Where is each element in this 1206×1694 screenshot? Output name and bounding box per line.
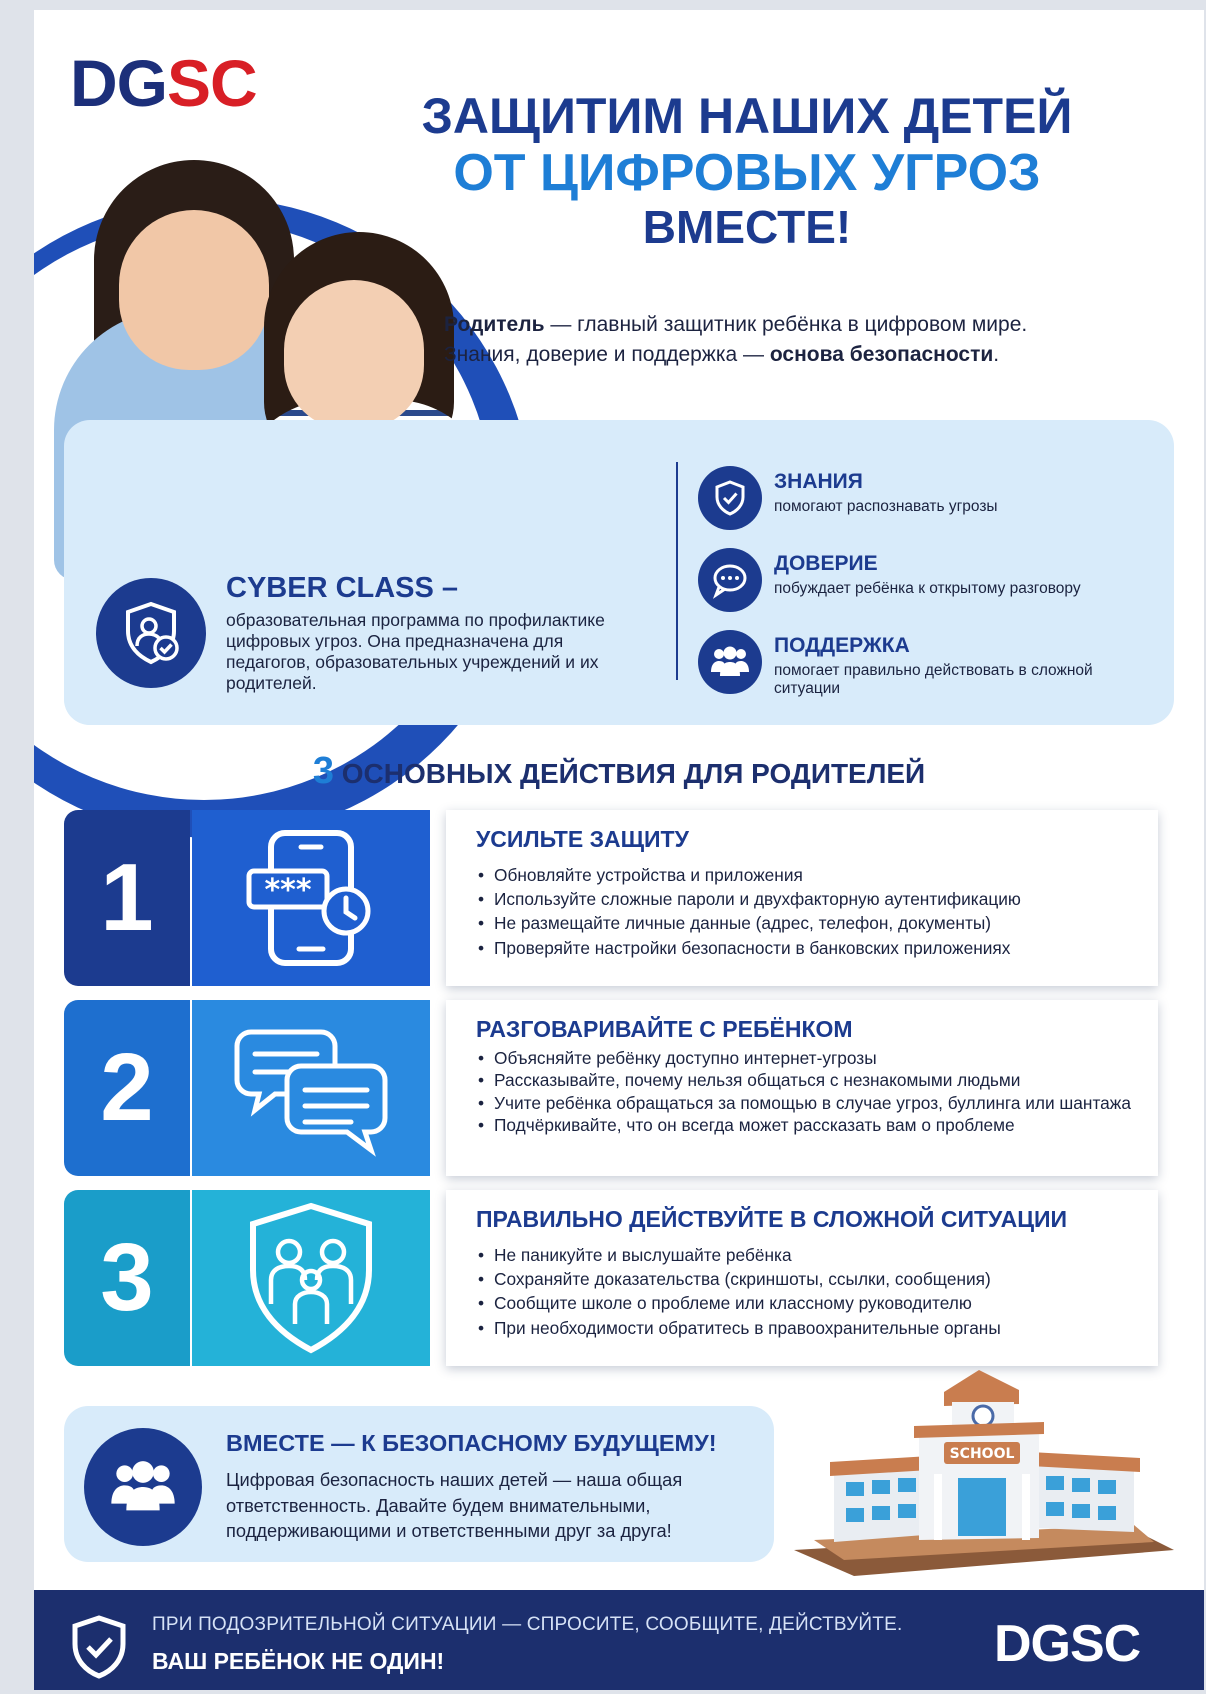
logo-part-dg: DG [70, 46, 167, 120]
pillar-title-knowledge: ЗНАНИЯ [774, 470, 863, 493]
title-line-1: ЗАЩИТИМ НАШИХ ДЕТЕЙ [421, 88, 1073, 144]
pillar-title-support: ПОДДЕРЖКА [774, 634, 910, 657]
shield-user-check-icon [96, 578, 206, 688]
cyber-class-text: образовательная программа по профилактике цифровых угроз. Она предназначена для педагогов, образовательных учреждений и их родителей. [226, 610, 605, 693]
steps-heading [34, 750, 1204, 793]
footer-dgsc-logo: DGSC [994, 1615, 1141, 1673]
list-item: • Подчёркивайте, что он всегда может рассказать вам о проблеме [476, 1114, 1132, 1136]
pillar-text-support: помогает правильно действовать в сложной ситуации [774, 662, 1093, 697]
together-title: ВМЕСТЕ — К БЕЗОПАСНОМУ БУДУЩЕМУ! [226, 1430, 717, 1456]
pillar-title-trust: ДОВЕРИЕ [774, 552, 878, 575]
svg-text:***: *** [264, 873, 312, 908]
list-item: • При необходимости обратитесь в правоохранительные органы [476, 1316, 1132, 1340]
step-1-list [476, 863, 1132, 960]
intro-bold-parent: Родитель [444, 313, 545, 336]
list-item: • Проверяйте настройки безопасности в банковских приложениях [476, 936, 1132, 960]
step-2-list [476, 1047, 1132, 1137]
together-text: Цифровая безопасность наших детей — наша общая ответственность. Давайте будем внимательными, поддерживающими и ответственными друг за друга! [226, 1469, 683, 1542]
cyber-class-title: CYBER CLASS – [226, 572, 459, 604]
step-2-card [446, 1000, 1158, 1176]
step-3-title: ПРАВИЛЬНО ДЕЙСТВУЙТЕ В СЛОЖНОЙ СИТУАЦИИ [476, 1206, 1068, 1232]
step-3-number: 3 [64, 1190, 190, 1366]
poster [34, 10, 1204, 1690]
step-1-number: 1 [64, 810, 190, 986]
info-divider [676, 462, 678, 680]
list-item: • Не паникуйте и выслушайте ребёнка [476, 1243, 1132, 1267]
phone-password-clock-icon [192, 810, 430, 986]
step-1-title: УСИЛЬТЕ ЗАЩИТУ [476, 826, 689, 852]
pillar-text-trust: побуждает ребёнка к открытому разговору [774, 580, 1081, 597]
list-item: • Не размещайте личные данные (адрес, телефон, документы) [476, 911, 1132, 935]
step-2-title: РАЗГОВАРИВАЙТЕ С РЕБЁНКОМ [476, 1016, 853, 1042]
intro-text-2: Знания, доверие и поддержка — [444, 343, 770, 367]
logo-part-sc: SC [167, 46, 257, 120]
title-line-2: ОТ ЦИФРОВЫХ УГРОЗ [453, 144, 1041, 202]
dgsc-logo [70, 46, 257, 120]
people-group-icon [84, 1428, 202, 1546]
intro-bold-basis: основа безопасности [769, 343, 994, 367]
family-shield-icon [192, 1190, 430, 1366]
list-item: • Сообщите школе о проблеме или классному руководителю [476, 1291, 1132, 1315]
page-title [352, 88, 1142, 254]
intro-text-3: . [993, 343, 1000, 367]
shield-check-icon [68, 1614, 130, 1680]
footer-line-2: ВАШ РЕБЁНОК НЕ ОДИН! [152, 1648, 445, 1674]
mother-face [119, 210, 269, 370]
school-building-illustration [794, 1370, 1174, 1580]
list-item: • Учите ребёнка обращаться за помощью в случае угроз, буллинга или шантажа [476, 1092, 1132, 1114]
child-face [284, 280, 424, 430]
list-item: • Объясняйте ребёнку доступно интернет-угрозы [476, 1047, 1132, 1069]
school-sign-text: SCHOOL [949, 1446, 1015, 1462]
title-line-3: ВМЕСТЕ! [642, 201, 852, 254]
list-item: • Сохраняйте доказательства (скриншоты, ссылки, сообщения) [476, 1267, 1132, 1291]
intro-text-1: — главный защитник ребёнка в цифровом мире. [544, 313, 1028, 336]
footer-line-1: ПРИ ПОДОЗРИТЕЛЬНОЙ СИТУАЦИИ — СПРОСИТЕ, СООБЩИТЕ, ДЕЙСТВУЙТЕ. [152, 1614, 903, 1635]
list-item: • Используйте сложные пароли и двухфакторную аутентификацию [476, 887, 1132, 911]
steps-heading-text: ОСНОВНЫХ ДЕЙСТВИЯ ДЛЯ РОДИТЕЛЕЙ [333, 758, 926, 789]
step-2-number: 2 [64, 1000, 190, 1176]
chat-bubble-icon [698, 548, 762, 612]
step-3-card [446, 1190, 1158, 1366]
step-1-card [446, 810, 1158, 986]
steps-heading-number: 3 [312, 750, 334, 792]
pillar-text-knowledge: помогают распознавать угрозы [774, 498, 998, 515]
chat-bubbles-icon [192, 1000, 430, 1176]
step-3-list [476, 1243, 1132, 1340]
list-item: • Обновляйте устройства и приложения [476, 863, 1132, 887]
list-item: • Рассказывайте, почему нельзя общаться с незнакомыми людьми [476, 1069, 1132, 1091]
intro-text [444, 310, 1164, 371]
people-group-icon [698, 630, 762, 694]
shield-check-icon [698, 466, 762, 530]
